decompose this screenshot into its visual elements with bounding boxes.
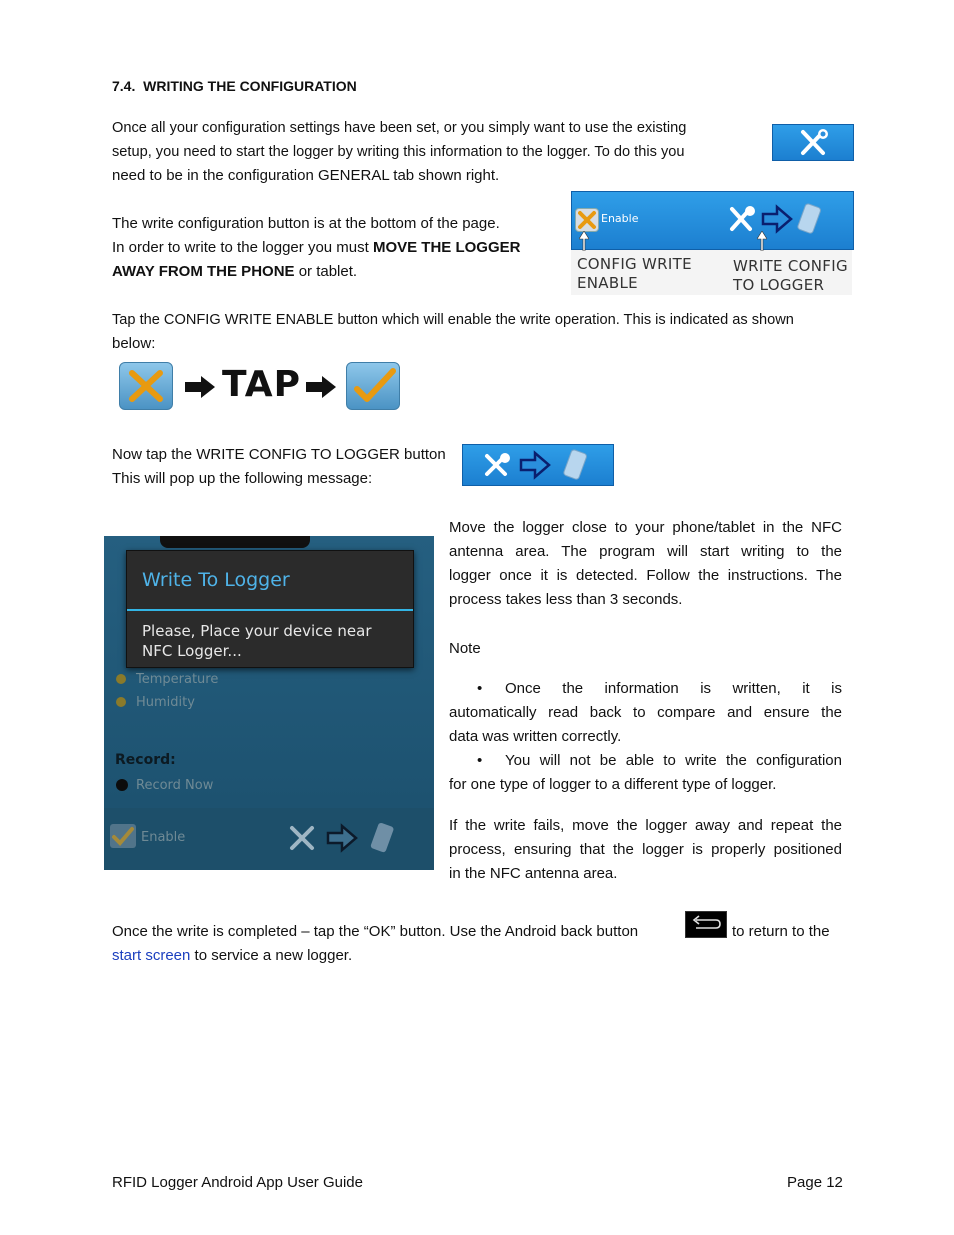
bullet-line <box>449 677 842 701</box>
emphasis: AWAY FROM THE PHONE <box>112 263 295 280</box>
dialog-message <box>142 621 372 661</box>
text-line: process, ensuring that the logger is properly positioned <box>449 841 842 858</box>
arrow-icon <box>328 826 356 850</box>
arrow-icon <box>521 453 549 477</box>
caption-line: CONFIG WRITE <box>577 255 692 273</box>
temperature-option: Temperature <box>136 672 219 687</box>
tap-paragraph <box>112 308 842 356</box>
record-heading: Record: <box>115 752 176 768</box>
bullet: • <box>477 680 483 697</box>
done-text-line1: Once the write is completed – tap the “OK” button. Use the Android back button <box>112 923 639 940</box>
record-radio <box>116 779 128 791</box>
record-now-option: Record Now <box>136 778 214 793</box>
enable-label: Enable <box>601 212 639 225</box>
intro-line: setup, you need to start the logger by writing this information to the logger. To do this you <box>112 144 685 160</box>
text-line: The write configuration button is at the bottom of the page. <box>112 215 500 232</box>
start-screen-link[interactable]: start screen <box>112 947 191 964</box>
tap-word: TAP <box>222 364 302 405</box>
dialog-message-line: Please, Place your device near <box>142 622 372 640</box>
text-line: automatically read back to compare and ensure the <box>449 704 842 721</box>
phone-enable-checkbox <box>110 824 136 848</box>
bullet-line <box>449 749 842 773</box>
page-number: Page 12 <box>787 1174 843 1191</box>
text-line: in the NFC antenna area. <box>449 865 618 882</box>
phone-write-config-icons <box>284 818 414 860</box>
text-line: Now tap the WRITE CONFIG TO LOGGER button <box>112 446 446 463</box>
text-line: logger once it is detected. Follow the instructions. The <box>449 567 842 584</box>
section-title: WRITING THE CONFIGURATION <box>143 78 357 94</box>
text-span: or tablet. <box>294 263 358 280</box>
unchecked-box <box>119 362 173 410</box>
checkmark-icon <box>110 824 136 848</box>
text-line: process takes less than 3 seconds. <box>449 591 683 608</box>
note-bullets <box>449 677 842 797</box>
tools-icon <box>773 125 853 160</box>
done-text-line2 <box>112 944 352 968</box>
phone-screenshot <box>104 536 434 870</box>
checked-box <box>346 362 400 410</box>
tools-icon <box>292 828 312 848</box>
write-config-icons <box>727 199 837 241</box>
checkmark-icon <box>347 363 399 409</box>
caption-line: TO LOGGER <box>733 276 825 294</box>
caption-write-config <box>733 257 848 295</box>
move-logger-paragraph <box>449 516 842 612</box>
caption-line: WRITE CONFIG <box>733 257 848 275</box>
phone-enable-label: Enable <box>141 830 186 845</box>
done-text-line1-end: to return to the <box>732 923 830 940</box>
text-line: data was written correctly. <box>449 728 622 745</box>
pointer-arrow-icon <box>757 231 767 251</box>
logger-icon <box>563 449 587 480</box>
bullet: • <box>477 752 483 769</box>
logger-icon <box>797 203 821 234</box>
dialog-message-line: NFC Logger... <box>142 642 242 660</box>
text-line: This will pop up the following message: <box>112 470 373 487</box>
write-to-logger-dialog <box>126 550 414 668</box>
dialog-divider <box>127 609 413 611</box>
config-buttons-figure <box>571 191 852 295</box>
caption-line: ENABLE <box>577 274 638 292</box>
arrow-icon <box>763 207 791 231</box>
text-line: You will not be able to write the configuration <box>505 752 842 769</box>
text-line: Once the information is written, it is <box>505 680 842 697</box>
write-button-paragraph <box>112 212 558 284</box>
write-config-to-logger-button-image <box>462 444 614 486</box>
text-line: for one type of logger to a different type of logger. <box>449 776 777 793</box>
android-back-button-image <box>685 911 727 938</box>
footer-title: RFID Logger Android App User Guide <box>112 1174 363 1191</box>
toast-remnant <box>160 536 310 548</box>
text-line: below: <box>112 335 156 352</box>
back-arrow-icon <box>686 912 726 937</box>
humidity-radio <box>116 697 126 707</box>
tap-sequence-figure <box>119 360 409 410</box>
write-fails-paragraph <box>449 814 842 886</box>
intro-paragraph <box>112 116 762 188</box>
x-icon <box>120 363 172 409</box>
humidity-option: Humidity <box>136 695 195 710</box>
right-arrow-icon <box>185 376 215 398</box>
temperature-radio <box>116 674 126 684</box>
text-span: to service a new logger. <box>190 947 353 964</box>
caption-config-write-enable <box>577 255 692 293</box>
dialog-title: Write To Logger <box>142 569 290 591</box>
right-arrow-icon <box>306 376 336 398</box>
intro-line: Once all your configuration settings have been set, or you simply want to use the existing <box>112 120 687 136</box>
text-line <box>112 260 558 284</box>
text-line: Move the logger close to your phone/tablet in the NFC <box>449 519 842 536</box>
text-span: In order to write to the logger you must <box>112 239 373 256</box>
general-tab-icon <box>772 124 854 161</box>
enable-checkbox <box>575 208 599 232</box>
intro-line: need to be in the configuration GENERAL tab shown right. <box>112 167 500 184</box>
logger-icon <box>370 822 394 853</box>
emphasis: MOVE THE LOGGER <box>372 239 521 256</box>
text-line <box>112 236 558 260</box>
note-heading: Note <box>449 640 481 657</box>
section-number: 7.4. <box>112 78 136 94</box>
x-icon <box>576 209 598 231</box>
write-config-icons <box>463 445 613 485</box>
text-line: antenna area. The program will start writing to the <box>449 543 842 560</box>
text-line: If the write fails, move the logger away and repeat the <box>449 817 842 834</box>
pointer-arrow-icon <box>579 231 589 251</box>
text-line: Tap the CONFIG WRITE ENABLE button which will enable the write operation. This is indicated as shown <box>112 312 794 328</box>
section-heading <box>112 78 357 94</box>
now-tap-paragraph <box>112 443 452 491</box>
